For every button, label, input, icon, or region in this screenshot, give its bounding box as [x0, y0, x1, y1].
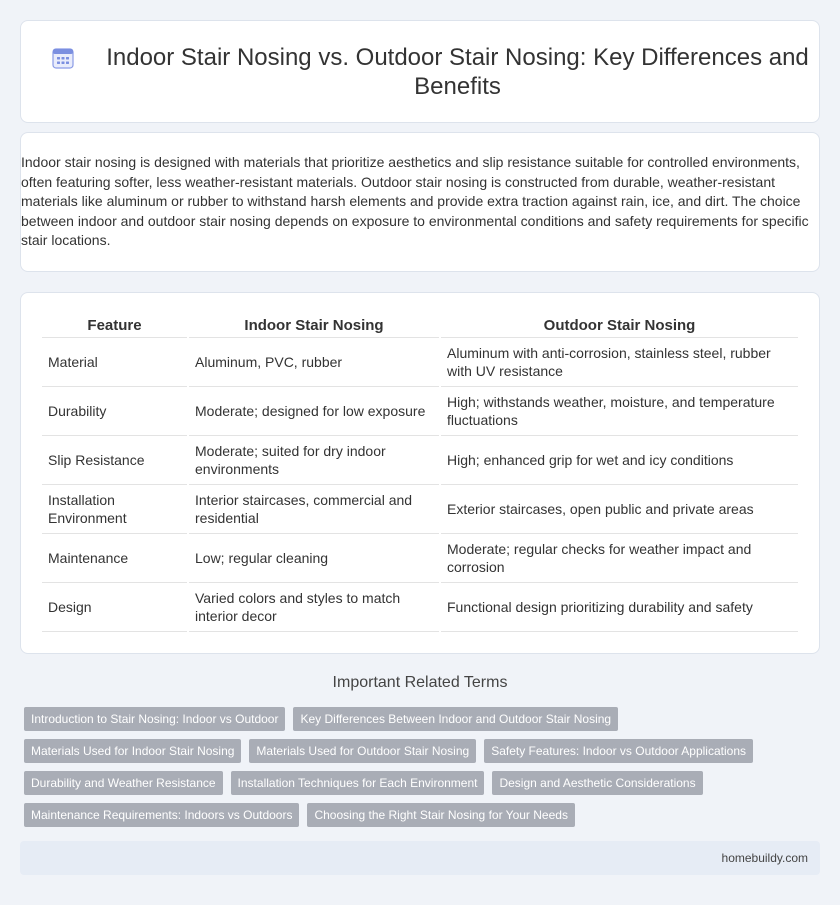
cell-feature: Design — [42, 582, 188, 631]
table-row — [42, 435, 798, 484]
cell-feature: Slip Resistance — [42, 435, 188, 484]
related-term-tag[interactable]: Durability and Weather Resistance — [24, 771, 223, 795]
cell-feature: Material — [42, 337, 188, 386]
cell-outdoor: Aluminum with anti-corrosion, stainless steel, rubber with UV resistance — [440, 337, 798, 386]
cell-feature: Installation Environment — [42, 484, 188, 533]
cell-outdoor: Exterior staircases, open public and private areas — [440, 484, 798, 533]
header-outdoor: Outdoor Stair Nosing — [440, 313, 798, 337]
cell-indoor: Aluminum, PVC, rubber — [188, 337, 440, 386]
table-row — [42, 337, 798, 386]
table-row — [42, 484, 798, 533]
cell-outdoor: Moderate; regular checks for weather impact and corrosion — [440, 533, 798, 582]
header-feature: Feature — [42, 313, 188, 337]
table-row — [42, 533, 798, 582]
related-term-tag[interactable]: Choosing the Right Stair Nosing for Your Needs — [307, 803, 574, 827]
cell-indoor: Moderate; designed for low exposure — [188, 386, 440, 435]
table-row — [42, 386, 798, 435]
related-term-tag[interactable]: Key Differences Between Indoor and Outdoor Stair Nosing — [293, 707, 618, 731]
intro-paragraph: Indoor stair nosing is designed with materials that prioritize aesthetics and slip resistance suitable for controlled environments, often featuring softer, less weather-resistant materials. Outdoor stair nosing is constructed from durable, weather-resistant materials like aluminum or rubber to withstand harsh elements and provide extra traction against rain, ice, and dirt. The choice between indoor and outdoor stair nosing depends on exposure to environmental conditions and safety requirements for specific stair locations. — [21, 154, 809, 249]
related-term-tag[interactable]: Materials Used for Outdoor Stair Nosing — [249, 739, 476, 763]
header-indoor: Indoor Stair Nosing — [188, 313, 440, 337]
related-term-tag[interactable]: Maintenance Requirements: Indoors vs Outdoors — [24, 803, 299, 827]
related-term-tag[interactable]: Design and Aesthetic Considerations — [492, 771, 702, 795]
cell-indoor: Low; regular cleaning — [188, 533, 440, 582]
page-title: Indoor Stair Nosing vs. Outdoor Stair Nosing: Key Differences and Benefits — [106, 44, 809, 100]
cell-indoor: Varied colors and styles to match interior decor — [188, 582, 440, 631]
footer — [20, 841, 820, 875]
table-header-row — [42, 313, 798, 337]
related-term-tag[interactable]: Installation Techniques for Each Environment — [231, 771, 485, 795]
related-terms-list — [24, 707, 804, 827]
comparison-table — [42, 313, 798, 632]
cell-outdoor: Functional design prioritizing durability and safety — [440, 582, 798, 631]
table-row — [42, 582, 798, 631]
cell-outdoor: High; withstands weather, moisture, and temperature fluctuations — [440, 386, 798, 435]
cell-outdoor: High; enhanced grip for wet and icy conditions — [440, 435, 798, 484]
footer-site[interactable]: homebuildy.com — [721, 851, 808, 865]
cell-feature: Maintenance — [42, 533, 188, 582]
cell-feature: Durability — [42, 386, 188, 435]
calendar-icon — [51, 46, 75, 70]
related-term-tag[interactable]: Introduction to Stair Nosing: Indoor vs Outdoor — [24, 707, 285, 731]
cell-indoor: Interior staircases, commercial and residential — [188, 484, 440, 533]
cell-indoor: Moderate; suited for dry indoor environments — [188, 435, 440, 484]
related-terms-title: Important Related Terms — [332, 674, 508, 691]
related-term-tag[interactable]: Safety Features: Indoor vs Outdoor Applications — [484, 739, 753, 763]
related-term-tag[interactable]: Materials Used for Indoor Stair Nosing — [24, 739, 241, 763]
